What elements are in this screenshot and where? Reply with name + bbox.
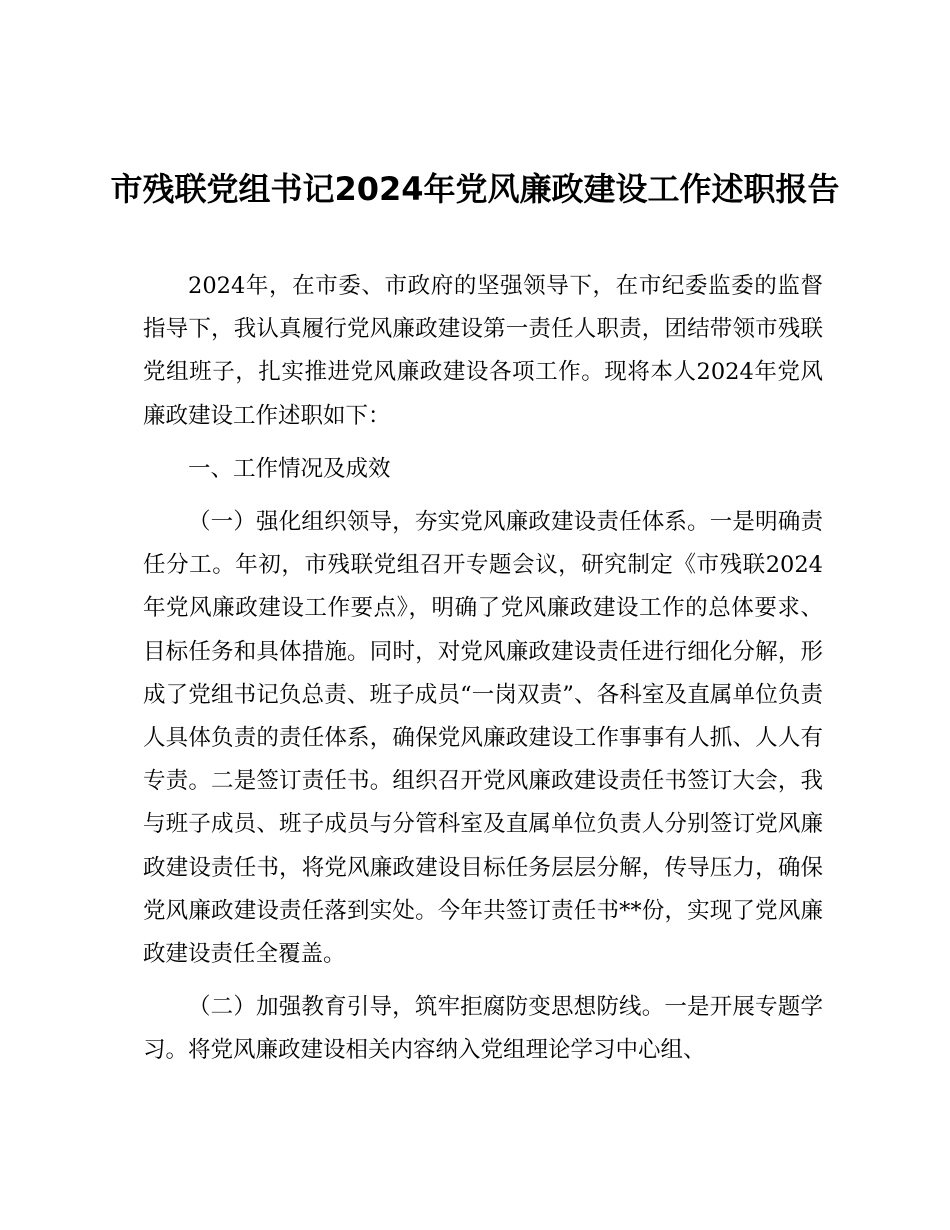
subsection-paragraph-2: （二）加强教育引导，筑牢拒腐防变思想防线。一是开展专题学习。将党风廉政建设相关内容纳入党组理论学习中心组、: [143, 994, 823, 1064]
intro-paragraph: 2024年，在市委、市政府的坚强领导下，在市纪委监委的监督指导下，我认真履行党风廉政建设第一责任人职责，团结带领市残联党组班子，扎实推进党风廉政建设各项工作。现将本人2024年党风廉政建设工作述职如下：: [143, 273, 823, 429]
section-heading: 一、工作情况及成效: [188, 455, 391, 482]
document-body: [143, 265, 823, 1073]
subsection-paragraph-1: （一）强化组织领导，夯实党风廉政建设责任体系。一是明确责任分工。年初，市残联党组召开专题会议，研究制定《市残联2024年党风廉政建设工作要点》，明确了党风廉政建设工作的总体要求、目标任务和具体措施。同时，对党风廉政建设责任进行细化分解，形成了党组书记负总责、班子成员“一岗双责”、各科室及直属单位负责人具体负责的责任体系，确保党风廉政建设工作事事有人抓、人人有专责。二是签订责任书。组织召开党风廉政建设责任书签订大会，我与班子成员、班子成员与分管科室及直属单位负责人分别签订党风廉政建设责任书，将党风廉政建设目标任务层层分解，传导压力，确保党风廉政建设责任落到实处。今年共签订责任书**份，实现了党风廉政建设责任全覆盖。: [143, 509, 823, 968]
document-title: 市残联党组书记2024年党风廉政建设工作述职报告: [110, 170, 840, 208]
